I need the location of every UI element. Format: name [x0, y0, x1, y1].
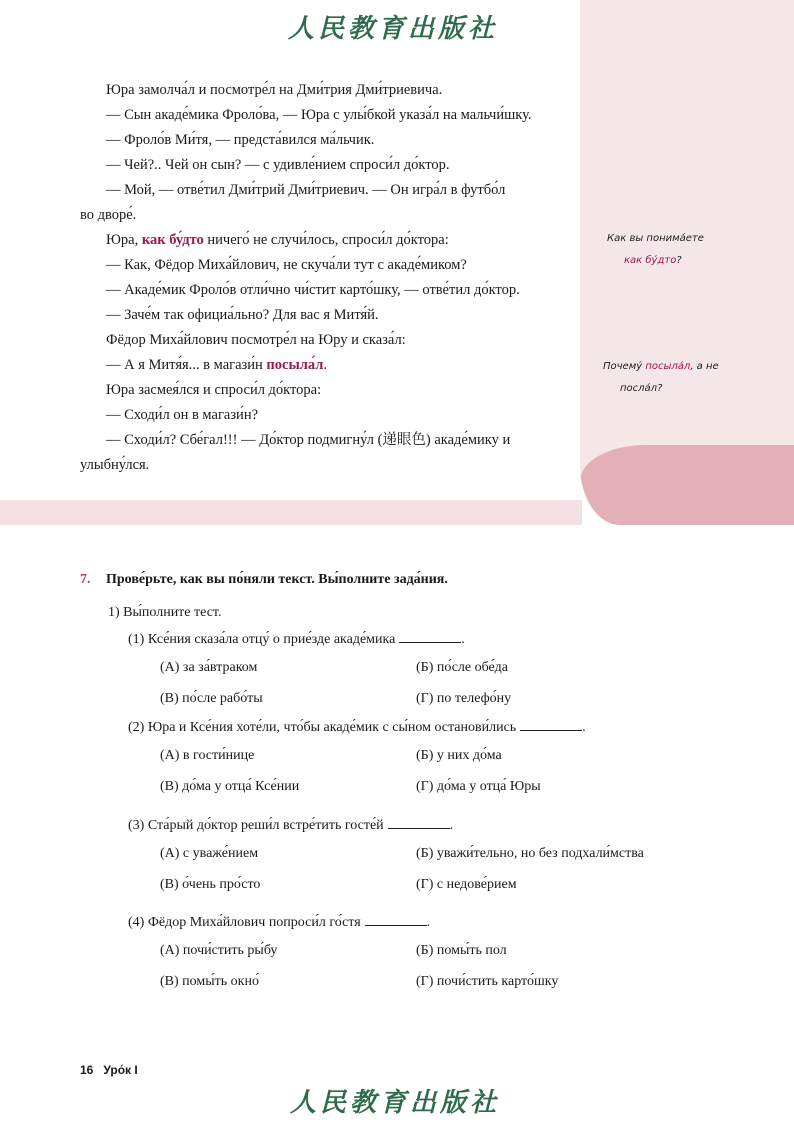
- question-3: [128, 816, 453, 834]
- margin-note-1-rest: ?: [676, 255, 682, 266]
- question-4: [128, 913, 430, 931]
- reading-paragraph: [80, 378, 560, 403]
- answer-option[interactable]: (Г) почи́стить карто́шку: [416, 974, 559, 989]
- text-span: — Сходи́л он в магази́н?: [106, 407, 259, 423]
- question-text: (1) Ксе́ния сказа́ла отцу́ о прие́зде акаде́мика: [128, 632, 396, 647]
- text-span: ничего́ не случи́лось, спроси́л до́ктора:: [203, 232, 449, 248]
- reading-paragraph: [80, 128, 560, 153]
- margin-note-2-keyword: посыла́л: [645, 361, 691, 372]
- answer-blank[interactable]: [520, 718, 582, 731]
- margin-note-1: [607, 233, 704, 266]
- text-span: улыбну́лся.: [80, 457, 150, 473]
- page-number: 16: [80, 1063, 94, 1077]
- question-end: .: [449, 818, 454, 833]
- text-span: Фёдор Миха́йлович посмотре́л на Юру и сказа́л:: [106, 332, 406, 348]
- margin-note-1-line1: Как вы понима́ете: [607, 233, 704, 244]
- text-span: .: [323, 357, 328, 373]
- lesson-label: Уро́к I: [103, 1063, 138, 1077]
- reading-paragraph: [80, 253, 560, 278]
- question-text: (4) Фёдор Миха́йлович попроси́л го́стя: [128, 915, 361, 930]
- question-1: [128, 630, 465, 648]
- margin-note-1-keyword: как бу́дто: [624, 255, 677, 266]
- text-span: Юра засмея́лся и спроси́л до́ктора:: [106, 382, 322, 398]
- answer-option[interactable]: (В) до́ма у отца́ Ксе́нии: [160, 779, 300, 794]
- reading-paragraph: [80, 153, 560, 178]
- reading-paragraph: [80, 328, 560, 353]
- text-span: — А я Митя́я... в магази́н: [106, 357, 267, 373]
- question-2: [128, 718, 586, 736]
- answer-option[interactable]: (Б) по́сле обе́да: [416, 660, 508, 675]
- question-end: .: [426, 915, 431, 930]
- answer-option[interactable]: (В) по́сле рабо́ты: [160, 691, 263, 706]
- reading-paragraph: [80, 103, 560, 128]
- highlighted-phrase: как бу́дто: [141, 232, 204, 248]
- margin-panel-band: [580, 445, 794, 525]
- highlighted-phrase: посыла́л: [266, 357, 324, 373]
- answer-blank[interactable]: [365, 913, 427, 926]
- publisher-logo-bottom: 人民教育出版社: [290, 1088, 501, 1118]
- question-end: .: [582, 720, 586, 735]
- question-text: (2) Юра и Ксе́ния хоте́ли, что́бы акаде́мик с сы́ном останови́лись: [128, 720, 517, 735]
- answer-option[interactable]: (А) за за́втраком: [160, 660, 258, 675]
- answer-option[interactable]: (Б) помы́ть пол: [416, 943, 507, 958]
- text-span: — Мой, — отве́тил Дми́трий Дми́триевич. — Он игра́л в футбо́л: [106, 182, 506, 198]
- reading-text: [80, 78, 560, 478]
- reading-paragraph: [80, 428, 560, 453]
- text-span: — Чей?.. Чей он сын? — с удивле́нием спроси́л до́ктор.: [106, 157, 450, 173]
- answer-option[interactable]: (Г) до́ма у отца́ Юры: [416, 779, 541, 794]
- question-end: .: [461, 632, 465, 647]
- text-span: — Как, Фёдор Миха́йлович, не скуча́ли тут с акаде́миком?: [106, 257, 467, 273]
- exercise-title-text: Прове́рьте, как вы по́няли текст. Вы́полните зада́ния.: [106, 572, 448, 587]
- question-text: (3) Ста́рый до́ктор реши́л встре́тить госте́й: [128, 818, 384, 833]
- answer-option[interactable]: (Б) у них до́ма: [416, 748, 502, 763]
- margin-note-1-line2: [624, 255, 704, 266]
- answer-option[interactable]: (Б) уважи́тельно, но без подхали́мства: [416, 846, 644, 861]
- answer-option[interactable]: (А) с уваже́нием: [160, 846, 259, 861]
- reading-paragraph: [80, 303, 560, 328]
- answer-option[interactable]: (В) помы́ть окно́: [160, 974, 259, 989]
- answer-option[interactable]: (В) о́чень про́сто: [160, 877, 261, 892]
- text-span: — Заче́м так официа́льно? Для вас я Митя́й.: [106, 307, 379, 323]
- margin-note-2-post: , а не: [690, 361, 719, 372]
- margin-note-2-line1: [603, 361, 719, 372]
- answer-option[interactable]: (Г) с недове́рием: [416, 877, 517, 892]
- text-span: во дворе́.: [80, 207, 137, 223]
- reading-paragraph: [80, 78, 560, 103]
- answer-option[interactable]: (А) почи́стить ры́бу: [160, 943, 278, 958]
- reading-paragraph: [80, 453, 560, 478]
- reading-paragraph: [80, 178, 560, 203]
- reading-paragraph: [80, 403, 560, 428]
- text-span: — Сходи́л? Сбе́гал!!! — До́ктор подмигну́л (递眼色) акаде́мику и: [106, 432, 511, 448]
- exercise-number: 7.: [80, 572, 91, 587]
- publisher-logo-top: 人民教育出版社: [288, 14, 499, 44]
- reading-paragraph: [80, 228, 560, 253]
- margin-note-2-pre: Почему́: [603, 361, 646, 372]
- text-span: — Акаде́мик Фроло́в отли́чно чи́стит карто́шку, — отве́тил до́ктор.: [106, 282, 520, 298]
- page-footer: [80, 1063, 138, 1077]
- task-label: 1) Вы́полните тест.: [108, 605, 222, 620]
- answer-blank[interactable]: [388, 816, 450, 829]
- answer-blank[interactable]: [399, 630, 461, 643]
- reading-paragraph: [80, 278, 560, 303]
- margin-note-2: [603, 361, 719, 394]
- reading-paragraph: [80, 353, 560, 378]
- margin-note-2-line2: посла́л?: [620, 383, 663, 394]
- answer-option[interactable]: (А) в гости́нице: [160, 748, 255, 763]
- reading-bottom-strip: [0, 500, 582, 525]
- reading-paragraph: [80, 203, 560, 228]
- exercise-title: [80, 572, 448, 588]
- text-span: Юра,: [106, 232, 142, 248]
- answer-option[interactable]: (Г) по телефо́ну: [416, 691, 512, 706]
- text-span: Юра замолча́л и посмотре́л на Дми́трия Дми́триевича.: [106, 82, 443, 98]
- text-span: — Сын акаде́мика Фроло́ва, — Юра с улы́бкой указа́л на мальчи́шку.: [106, 107, 532, 123]
- text-span: — Фроло́в Ми́тя, — предста́вился ма́льчик.: [106, 132, 375, 148]
